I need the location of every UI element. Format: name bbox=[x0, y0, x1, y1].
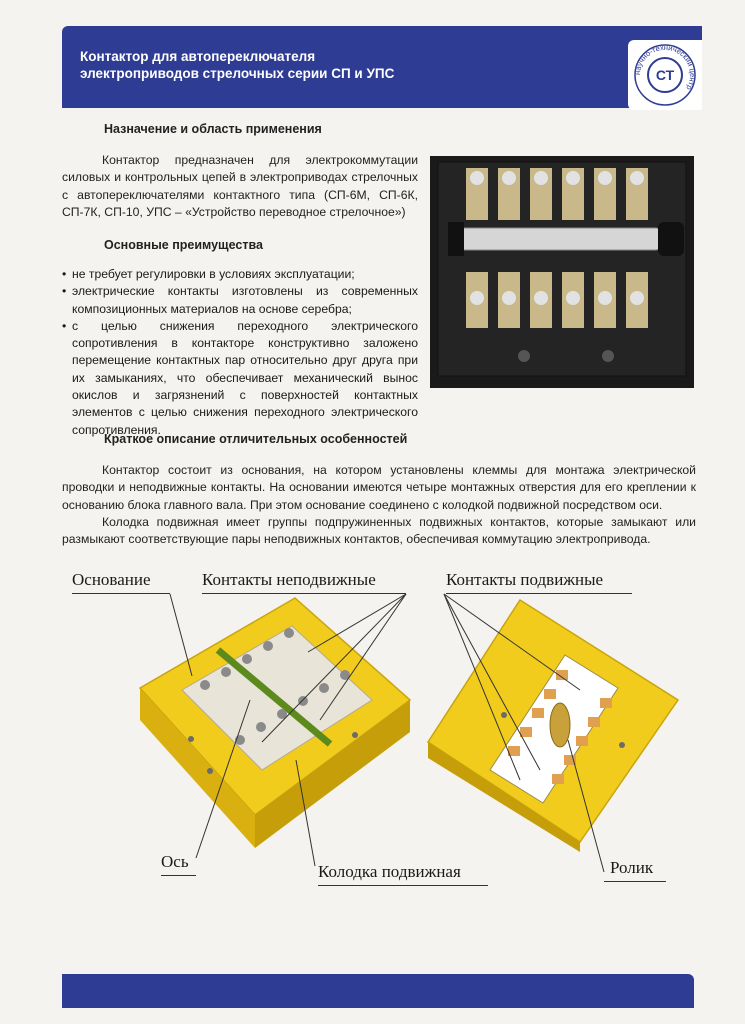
title-line-2: электроприводов стрелочных серии СП и УПС bbox=[80, 66, 395, 81]
purpose-heading: Назначение и область применения bbox=[104, 122, 322, 136]
label-roller: Ролик bbox=[610, 858, 654, 877]
label-fixed-contacts: Контакты неподвижные bbox=[202, 570, 376, 589]
label-axis: Ось bbox=[161, 852, 189, 871]
advantages-heading: Основные преимущества bbox=[104, 238, 263, 252]
roller-drawing bbox=[550, 703, 570, 747]
advantage-item: • с целью снижения переходного электрического сопротивления в контакторе конструктивно заложено перемещение контактных пар относительно друг друга при их замыканиях, что обеспечивает механический вынос окислов и загрязнений с поверхностей контактных элементов с целью снижения переходного электрического сопротивления. bbox=[62, 318, 418, 439]
base-drawing bbox=[140, 598, 410, 848]
advantage-item: • не требует регулировки в условиях эксплуатации; bbox=[62, 266, 418, 283]
title-line-1: Контактор для автопереключателя bbox=[80, 49, 316, 64]
logo-ring-text: научно-технический центр bbox=[632, 42, 698, 92]
label-moving-contacts-underline bbox=[446, 593, 632, 594]
label-roller-underline bbox=[604, 881, 666, 882]
moving-block-drawing bbox=[428, 600, 678, 852]
features-heading: Краткое описание отличительных особенностей bbox=[104, 432, 408, 446]
label-base-underline bbox=[72, 593, 170, 594]
features-paragraph-1: Контактор состоит из основания, на котором установлены клеммы для монтажа электрической проводки и неподвижные контакты. На основании имеются четыре монтажных отверстия для его креплении к основанию блока главного вала. При этом основание соединено с колодкой подвижной посредством оси. bbox=[62, 463, 696, 512]
footer-band bbox=[62, 974, 694, 1008]
label-moving-block-underline bbox=[318, 885, 488, 886]
label-axis-underline bbox=[161, 875, 196, 876]
logo-letters: СТ bbox=[655, 67, 675, 83]
label-fixed-contacts-underline bbox=[202, 593, 406, 594]
label-moving-block: Колодка подвижная bbox=[318, 862, 461, 881]
purpose-paragraph: Контактор предназначен для электрокоммутации силовых и контрольных цепей в электроприводах стрелочных с автопереключателями контактного типа (СП-6М, СП-6К, СП-7К, СП-10, УПС – «Устройство переводное стрелочное») bbox=[62, 153, 418, 219]
features-paragraph-2: Колодка подвижная имеет группы подпружиненных подвижных контактов, которые замыкают или размыкают соответствующие пары неподвижных контактов, обеспечивая коммутацию электропривода. bbox=[62, 515, 696, 547]
label-base: Основание bbox=[72, 570, 151, 589]
label-moving-contacts: Контакты подвижные bbox=[446, 570, 604, 589]
advantage-item: • электрические контакты изготовлены из современных композиционных материалов на основе серебра; bbox=[62, 283, 418, 318]
